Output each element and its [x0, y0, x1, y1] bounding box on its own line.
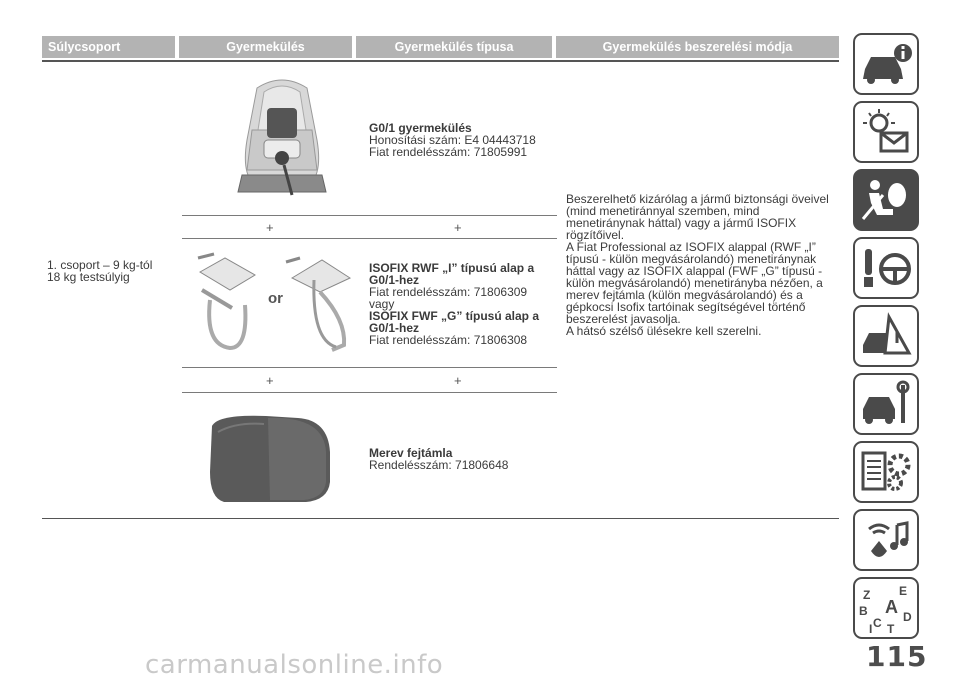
- plus-sign: +: [266, 220, 274, 235]
- watermark: carmanualsonline.info: [145, 650, 444, 680]
- install-line-3: menetiránynak háttal) vagy a jármű ISOFIX: [566, 216, 797, 230]
- plus-sign: +: [454, 220, 462, 235]
- weight-group-line2: 18 kg testsúlyig: [47, 270, 130, 284]
- plus-sign: +: [454, 373, 462, 388]
- index-letter: C: [873, 616, 882, 630]
- tab-car-service[interactable]: [853, 373, 919, 435]
- steering-wheel-icon: [859, 243, 913, 293]
- seat2-title1b: G0/1-hez: [369, 273, 420, 287]
- isofix-base-fwf-image: [284, 250, 356, 355]
- seat2-line3: Fiat rendelésszám: 71806308: [369, 333, 528, 347]
- multimedia-icon: [859, 515, 913, 565]
- install-line-10: gépkocsi Isofix tartóinak segítségével történő: [566, 300, 806, 314]
- install-line-7: háttal vagy az ISOFIX alappal (FWF „G” típusú -: [566, 264, 823, 278]
- install-line-11: beszerelést javasolja.: [566, 312, 681, 326]
- header-weight-group: Súlycsoport: [42, 36, 175, 58]
- install-line-5: A Fiat Professional az ISOFIX alappal (RWF „I”: [566, 240, 816, 254]
- or-label: or: [268, 290, 283, 307]
- car-info-icon: [859, 39, 913, 89]
- row-divider-1: [182, 215, 557, 216]
- header-seat-type: Gyermekülés típusa: [356, 36, 552, 58]
- weight-group-line1: 1. csoport – 9 kg-tól: [47, 258, 153, 272]
- tab-steering[interactable]: [853, 237, 919, 299]
- seat1-line1: Honosítási szám: E4 04443718: [369, 133, 536, 147]
- install-line-1: Beszerelhető kizárólag a jármű biztonsági öveivel: [566, 192, 829, 206]
- install-line-12: A hátsó szélső ülésekre kell szerelni.: [566, 324, 762, 338]
- install-line-6: típusú - külön megvásárolandó) menetiránynak: [566, 252, 817, 266]
- seat3-line: Rendelésszám: 71806648: [369, 458, 509, 472]
- warning-lights-icon: [859, 107, 913, 157]
- child-seat-g01-image: [222, 70, 342, 200]
- seat2-or-text: vagy: [369, 297, 395, 311]
- table-bottom-rule: [42, 518, 839, 519]
- index-letter: E: [899, 584, 908, 598]
- tab-specs[interactable]: [853, 441, 919, 503]
- seat2-title2: ISOFIX FWF „G” típusú alap a: [369, 309, 540, 323]
- seat1-title: G0/1 gyermekülés: [369, 121, 472, 135]
- page-number: 115: [866, 640, 928, 673]
- install-line-2: (mind menetiránnyal szemben, mind: [566, 204, 760, 218]
- tab-warning-lights[interactable]: [853, 101, 919, 163]
- install-line-4: rögzítőivel.: [566, 228, 625, 242]
- seat1-line2: Fiat rendelésszám: 71805991: [369, 145, 528, 159]
- tab-emergency[interactable]: [853, 305, 919, 367]
- tab-multimedia[interactable]: [853, 509, 919, 571]
- isofix-base-rwf-image: [190, 250, 265, 355]
- index-letter: B: [859, 604, 868, 618]
- index-letters-icon: [859, 583, 913, 633]
- header-child-seat: Gyermekülés: [179, 36, 352, 58]
- tab-car-info[interactable]: [853, 33, 919, 95]
- index-letter: I: [869, 622, 873, 633]
- plus-sign: +: [266, 373, 274, 388]
- emergency-icon: [859, 311, 913, 361]
- row-divider-4: [182, 392, 557, 393]
- index-letter: T: [887, 622, 895, 633]
- rigid-headrest-image: [206, 412, 336, 504]
- row-divider-3: [182, 367, 557, 368]
- header-rule: [42, 60, 839, 62]
- airbag-seat-icon: [859, 175, 913, 225]
- specs-gear-icon: [859, 447, 913, 497]
- index-letter: D: [903, 610, 912, 624]
- index-letter: A: [885, 597, 898, 617]
- tab-airbag-seat[interactable]: [853, 169, 919, 231]
- seat2-title1: ISOFIX RWF „I” típusú alap a: [369, 261, 535, 275]
- row-divider-2: [182, 238, 557, 239]
- seat2-line1: Fiat rendelésszám: 71806309: [369, 285, 528, 299]
- install-line-8: külön megvásárolandó) menetirányba nézően, a: [566, 276, 823, 290]
- seat3-title: Merev fejtámla: [369, 446, 453, 460]
- car-service-icon: [859, 379, 913, 429]
- install-line-9: merev fejtámla (külön megvásárolandó) és a: [566, 288, 803, 302]
- seat2-title2b: G0/1-hez: [369, 321, 420, 335]
- index-letter: Z: [863, 588, 871, 602]
- tab-index[interactable]: [853, 577, 919, 639]
- header-install-method: Gyermekülés beszerelési módja: [556, 36, 839, 58]
